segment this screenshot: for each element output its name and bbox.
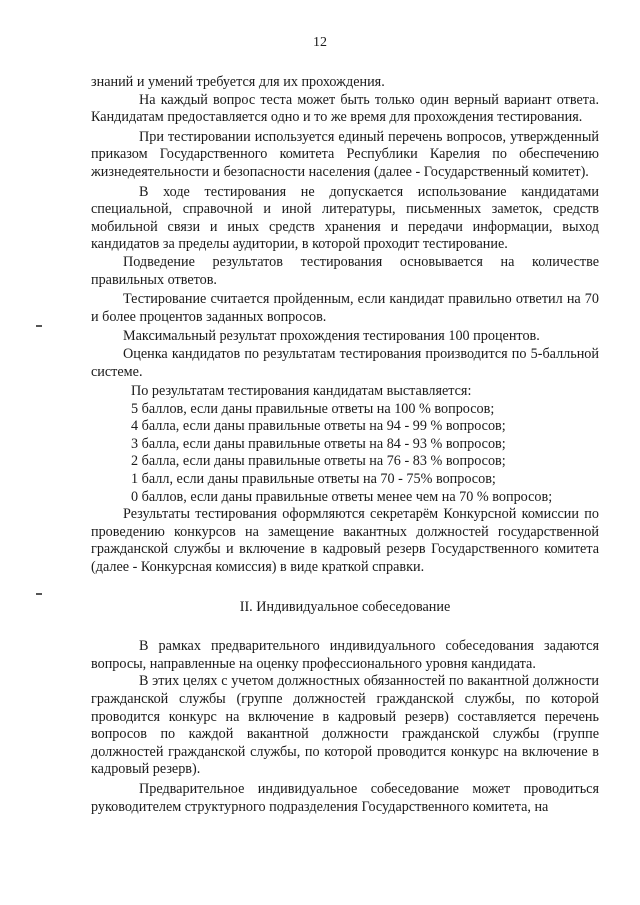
section-heading: II. Индивидуальное собеседование: [239, 598, 451, 615]
grade-item: 3 балла, если даны правильные ответы на 84 - 93 % вопросов;: [131, 435, 506, 452]
paragraph: При тестировании используется единый перечень вопросов, утвержденный приказом Государственного комитета Республики Карелия по обеспечению жизнедеятельности и безопасности населения (далее - Государственный комитет).: [91, 128, 599, 180]
paragraph: Подведение результатов тестирования основывается на количестве правильных ответов.: [91, 253, 599, 288]
margin-mark: [36, 593, 42, 595]
paragraph: Оценка кандидатов по результатам тестирования производится по 5-балльной системе.: [91, 345, 599, 380]
paragraph: Тестирование считается пройденным, если кандидат правильно ответил на 70 и более процентов заданных вопросов.: [91, 291, 599, 325]
grade-item: 0 баллов, если даны правильные ответы менее чем на 70 % вопросов;: [131, 488, 553, 505]
paragraph: Максимальный результат прохождения тестирования 100 процентов.: [123, 328, 540, 345]
paragraph: знаний и умений требуется для их прохождения.: [91, 74, 385, 90]
results-paragraph: Результаты тестирования оформляются секретарём Конкурсной комиссии по проведению конкурсов на замещение вакантных должностей государственной гражданской службы и включение в кадровый резерв Государственного комитета (далее - Конкурсная комиссия) в виде краткой справки.: [91, 506, 599, 576]
paragraph: Предварительное индивидуальное собеседование может проводиться руководителем структурного подразделения Государственного комитета, на: [91, 780, 599, 815]
document-body: [91, 74, 599, 816]
page-number: 12: [313, 35, 327, 50]
grade-item: 5 баллов, если даны правильные ответы на 100 % вопросов;: [131, 400, 495, 417]
paragraph: На каждый вопрос теста может быть только один верный вариант ответа. Кандидатам предоставляется одно и то же время для прохождения тестирования.: [91, 91, 599, 126]
paragraph: По результатам тестирования кандидатам выставляется:: [131, 383, 472, 400]
margin-mark: [36, 325, 42, 327]
paragraph: В ходе тестирования не допускается использование кандидатами специальной, справочной и иной литературы, письменных заметок, средств мобильной связи и иных средств хранения и передачи информации, выход кандидатов за пределы аудитории, в которой проходит тестирование.: [91, 183, 599, 253]
paragraph: В рамках предварительного индивидуального собеседования задаются вопросы, направленные на оценку профессионального уровня кандидата.: [91, 638, 599, 672]
grade-item: 4 балла, если даны правильные ответы на 94 - 99 % вопросов;: [131, 418, 506, 435]
grade-item: 1 балл, если даны правильные ответы на 70 - 75% вопросов;: [131, 471, 496, 488]
paragraph: В этих целях с учетом должностных обязанностей по вакантной должности гражданской службы (группе должностей гражданской службы, по которой проводится конкурс на включение в кадровый резерв) составляется перечень вопросов по каждой вакантной должности гражданской службы (группе должностей гражданской службы, по которой проводится конкурс на включение в кадровый резерв).: [91, 673, 599, 778]
grade-item: 2 балла, если даны правильные ответы на 76 - 83 % вопросов;: [131, 453, 506, 470]
